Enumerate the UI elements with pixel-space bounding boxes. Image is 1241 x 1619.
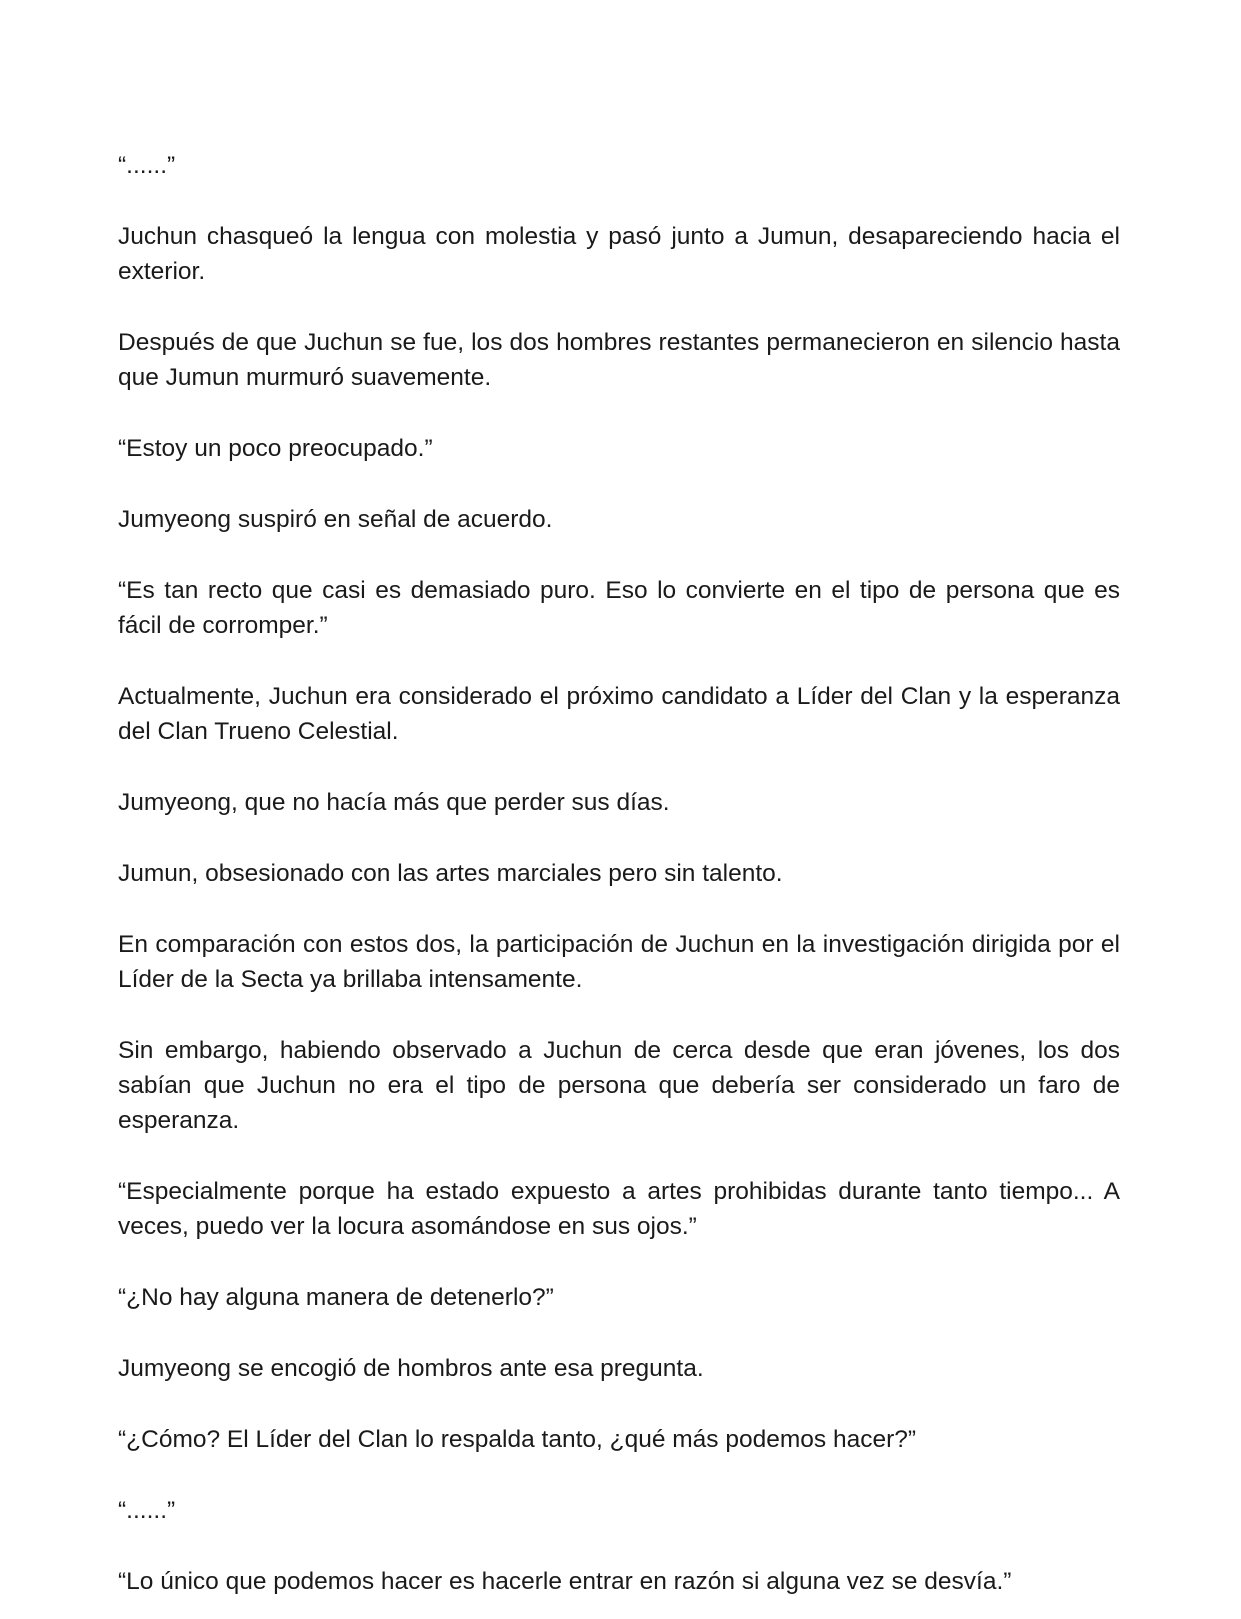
paragraph: Jumyeong suspiró en señal de acuerdo. <box>118 506 553 533</box>
paragraph: “Es tan recto que casi es demasiado puro. Eso lo convierte en el tipo de persona que es fácil de corromper.” <box>118 577 1120 639</box>
paragraph: Jumun, obsesionado con las artes marciales pero sin talento. <box>118 860 783 887</box>
paragraph: “......” <box>118 1497 176 1524</box>
paragraph: Después de que Juchun se fue, los dos hombres restantes permanecieron en silencio hasta que Jumun murmuró suavemente. <box>118 329 1120 391</box>
paragraph: “¿No hay alguna manera de detenerlo?” <box>118 1284 554 1311</box>
paragraph: “Especialmente porque ha estado expuesto a artes prohibidas durante tanto tiempo... A veces, puedo ver la locura asomándose en sus ojos.” <box>118 1178 1120 1240</box>
paragraph: “¿Cómo? El Líder del Clan lo respalda tanto, ¿qué más podemos hacer?” <box>118 1426 917 1453</box>
paragraph: Jumyeong se encogió de hombros ante esa pregunta. <box>118 1355 704 1382</box>
paragraph: Sin embargo, habiendo observado a Juchun de cerca desde que eran jóvenes, los dos sabían que Juchun no era el tipo de persona que debería ser considerado un faro de esperanza. <box>118 1037 1120 1134</box>
paragraph: “......” <box>118 152 176 179</box>
paragraph: Actualmente, Juchun era considerado el próximo candidato a Líder del Clan y la esperanza del Clan Trueno Celestial. <box>118 683 1120 745</box>
paragraph: En comparación con estos dos, la participación de Juchun en la investigación dirigida por el Líder de la Secta ya brillaba intensamente. <box>118 931 1120 993</box>
paragraph: “Lo único que podemos hacer es hacerle entrar en razón si alguna vez se desvía.” <box>118 1568 1012 1595</box>
document-body <box>118 148 1120 1599</box>
paragraph: “Estoy un poco preocupado.” <box>118 435 433 462</box>
paragraph: Juchun chasqueó la lengua con molestia y pasó junto a Jumun, desapareciendo hacia el exterior. <box>118 223 1120 285</box>
paragraph: Jumyeong, que no hacía más que perder sus días. <box>118 789 670 816</box>
